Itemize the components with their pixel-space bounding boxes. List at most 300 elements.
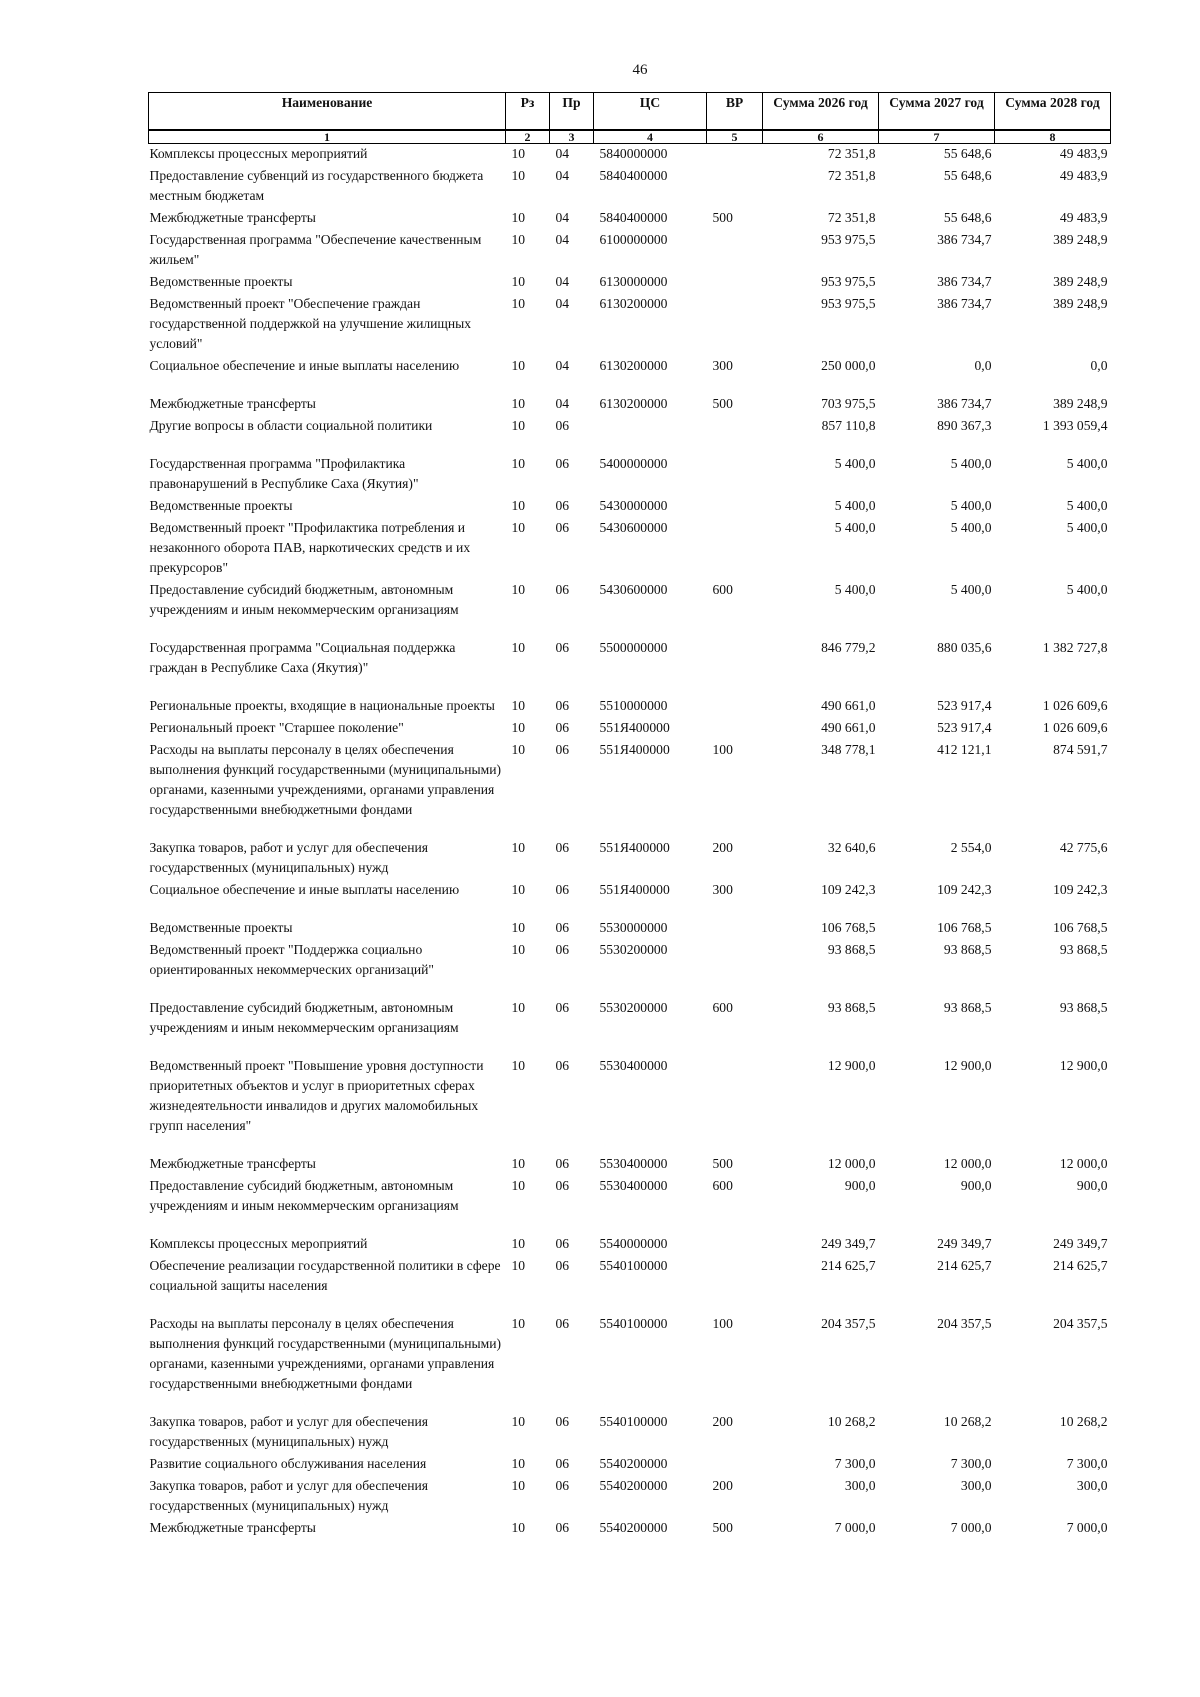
- row-pr: 04: [555, 232, 570, 247]
- row-rz: 10: [511, 1316, 526, 1331]
- table-row: [149, 638, 1111, 696]
- row-sum-2028: 1 026 609,6: [1042, 698, 1108, 713]
- table-row: [149, 998, 1111, 1056]
- row-sum-2027: 10 268,2: [943, 1414, 992, 1429]
- row-vr: [707, 272, 763, 294]
- row-sum-2026: 32 640,6: [827, 840, 876, 855]
- row-pr: 06: [555, 1478, 570, 1493]
- budget-table: [148, 92, 1111, 1540]
- row-vr: [707, 416, 763, 454]
- row-rz: 10: [511, 640, 526, 655]
- table-row: [149, 740, 1111, 838]
- table-row: [149, 1476, 1111, 1518]
- row-sum-2026: 12 000,0: [827, 1156, 876, 1171]
- row-sum-2027: 523 917,4: [937, 698, 992, 713]
- row-name: Предоставление субсидий бюджетным, автономным учреждениям и иным некоммерческим организациям: [149, 582, 459, 617]
- table-row: [149, 1518, 1111, 1540]
- row-rz: 10: [511, 520, 526, 535]
- row-sum-2028: 93 868,5: [1059, 1000, 1108, 1015]
- row-rz: 10: [511, 418, 526, 433]
- row-sum-2027: 523 917,4: [937, 720, 992, 735]
- row-vr: 600: [712, 582, 733, 597]
- row-name: Другие вопросы в области социальной политики: [149, 418, 433, 433]
- column-number: 2: [506, 130, 550, 144]
- row-name: Расходы на выплаты персоналу в целях обеспечения выполнения функций государственными (муниципальными) органами, казенными учреждениями, органами управления государственными внебюджетными фондами: [149, 1316, 502, 1391]
- row-cs: 5530200000: [599, 1000, 668, 1015]
- row-rz: 10: [511, 1456, 526, 1471]
- row-cs: 5540100000: [599, 1414, 668, 1429]
- row-sum-2026: 490 661,0: [821, 720, 876, 735]
- row-vr: [707, 166, 763, 208]
- table-row: [149, 416, 1111, 454]
- row-sum-2026: 953 975,5: [821, 296, 876, 311]
- row-cs: 551Я400000: [599, 720, 670, 735]
- row-rz: 10: [511, 168, 526, 183]
- row-rz: 10: [511, 1236, 526, 1251]
- table-row: [149, 230, 1111, 272]
- row-rz: 10: [511, 274, 526, 289]
- row-cs: 6100000000: [599, 232, 668, 247]
- row-sum-2028: 42 775,6: [1059, 840, 1108, 855]
- header-pr: Пр: [550, 93, 594, 131]
- row-sum-2026: 300,0: [844, 1478, 876, 1493]
- row-cs: 5840400000: [599, 168, 668, 183]
- row-vr: 500: [712, 210, 733, 225]
- row-vr: 300: [712, 358, 733, 373]
- row-vr: [707, 1056, 763, 1154]
- row-sum-2026: 900,0: [844, 1178, 876, 1193]
- row-pr: 06: [555, 1236, 570, 1251]
- row-sum-2026: 490 661,0: [821, 698, 876, 713]
- header-sum-2027: Сумма 2027 год: [879, 93, 995, 131]
- row-cs: 5840400000: [599, 210, 668, 225]
- row-pr: 06: [555, 742, 570, 757]
- row-cs: 5500000000: [599, 640, 668, 655]
- row-vr: 200: [712, 840, 733, 855]
- row-sum-2028: 1 382 727,8: [1042, 640, 1108, 655]
- table-row: [149, 1256, 1111, 1314]
- row-sum-2026: 93 868,5: [827, 1000, 876, 1015]
- table-row: [149, 208, 1111, 230]
- row-cs: 5510000000: [599, 698, 668, 713]
- row-vr: 500: [712, 1156, 733, 1171]
- header-sum-2028: Сумма 2028 год: [995, 93, 1111, 131]
- row-sum-2028: 389 248,9: [1053, 296, 1108, 311]
- row-pr: 04: [555, 296, 570, 311]
- row-sum-2026: 5 400,0: [834, 582, 876, 597]
- row-name: Межбюджетные трансферты: [149, 396, 316, 411]
- column-number: 5: [707, 130, 763, 144]
- column-number: 1: [149, 130, 506, 144]
- row-cs: 5540200000: [599, 1478, 668, 1493]
- row-cs: 5530400000: [599, 1178, 668, 1193]
- row-sum-2028: 214 625,7: [1053, 1258, 1108, 1273]
- table-row: [149, 454, 1111, 496]
- row-sum-2027: 386 734,7: [937, 296, 992, 311]
- row-vr: 500: [712, 1520, 733, 1535]
- row-sum-2027: 204 357,5: [937, 1316, 992, 1331]
- row-vr: [707, 1454, 763, 1476]
- row-pr: 06: [555, 942, 570, 957]
- row-cs: 6130200000: [599, 396, 668, 411]
- header-row: [149, 93, 1111, 131]
- row-name: Ведомственный проект "Поддержка социально ориентированных некоммерческих организаций": [149, 942, 434, 977]
- row-sum-2028: 7 000,0: [1066, 1520, 1108, 1535]
- row-sum-2026: 204 357,5: [821, 1316, 876, 1331]
- row-sum-2026: 109 242,3: [821, 882, 876, 897]
- row-pr: 04: [555, 168, 570, 183]
- row-sum-2028: 5 400,0: [1066, 520, 1108, 535]
- row-pr: 06: [555, 1414, 570, 1429]
- row-cs: 5530400000: [599, 1156, 668, 1171]
- row-sum-2026: 250 000,0: [821, 358, 876, 373]
- row-rz: 10: [511, 456, 526, 471]
- row-cs: 5430600000: [599, 520, 668, 535]
- row-sum-2026: 5 400,0: [834, 520, 876, 535]
- row-vr: [707, 696, 763, 718]
- row-name: Расходы на выплаты персоналу в целях обеспечения выполнения функций государственными (муниципальными) органами, казенными учреждениями, органами управления государственными внебюджетными фондами: [149, 742, 502, 817]
- row-pr: 06: [555, 1156, 570, 1171]
- row-sum-2027: 55 648,6: [943, 146, 992, 161]
- row-pr: 06: [555, 418, 570, 433]
- row-pr: 04: [555, 358, 570, 373]
- header-name: Наименование: [149, 93, 506, 131]
- row-sum-2027: 5 400,0: [950, 456, 992, 471]
- row-pr: 06: [555, 1520, 570, 1535]
- row-name: Межбюджетные трансферты: [149, 1520, 316, 1535]
- header-rz: Рз: [506, 93, 550, 131]
- column-number: 7: [879, 130, 995, 144]
- header-vr: ВР: [707, 93, 763, 131]
- row-cs: 5430000000: [599, 498, 668, 513]
- row-rz: 10: [511, 742, 526, 757]
- row-rz: 10: [511, 920, 526, 935]
- row-sum-2028: 7 300,0: [1066, 1456, 1108, 1471]
- row-sum-2026: 106 768,5: [821, 920, 876, 935]
- column-number-row: [149, 130, 1111, 144]
- row-rz: 10: [511, 146, 526, 161]
- table-row: [149, 718, 1111, 740]
- row-sum-2027: 93 868,5: [943, 1000, 992, 1015]
- row-vr: 200: [712, 1478, 733, 1493]
- row-rz: 10: [511, 1258, 526, 1273]
- row-sum-2028: 5 400,0: [1066, 582, 1108, 597]
- row-vr: [707, 230, 763, 272]
- row-sum-2027: 5 400,0: [950, 520, 992, 535]
- row-name: Ведомственные проекты: [149, 498, 293, 513]
- row-cs: 5540100000: [599, 1316, 668, 1331]
- row-rz: 10: [511, 882, 526, 897]
- row-cs: 5430600000: [599, 582, 668, 597]
- row-vr: [707, 1256, 763, 1314]
- row-vr: 500: [712, 396, 733, 411]
- row-pr: 04: [555, 146, 570, 161]
- row-cs: 5840000000: [599, 146, 668, 161]
- row-sum-2027: 386 734,7: [937, 274, 992, 289]
- row-sum-2026: 72 351,8: [827, 210, 876, 225]
- table-row: [149, 918, 1111, 940]
- row-sum-2027: 412 121,1: [937, 742, 992, 757]
- row-sum-2028: 106 768,5: [1053, 920, 1108, 935]
- row-name: Ведомственный проект "Профилактика потребления и незаконного оборота ПАВ, наркотических средств и их прекурсоров": [149, 520, 471, 575]
- row-sum-2027: 106 768,5: [937, 920, 992, 935]
- table-row: [149, 1154, 1111, 1176]
- row-pr: 06: [555, 1178, 570, 1193]
- row-cs: 5530200000: [599, 942, 668, 957]
- row-cs: 6130200000: [599, 296, 668, 311]
- row-sum-2028: 5 400,0: [1066, 456, 1108, 471]
- page-number: 46: [632, 62, 648, 78]
- row-sum-2027: 214 625,7: [937, 1258, 992, 1273]
- row-cs: 551Я400000: [599, 742, 670, 757]
- row-name: Региональный проект "Старшее поколение": [149, 720, 404, 735]
- row-name: Социальное обеспечение и иные выплаты населению: [149, 358, 460, 373]
- table-row: [149, 394, 1111, 416]
- row-sum-2027: 900,0: [960, 1178, 992, 1193]
- row-sum-2027: 386 734,7: [937, 232, 992, 247]
- table-row: [149, 294, 1111, 356]
- row-name: Комплексы процессных мероприятий: [149, 146, 368, 161]
- row-cs: 6130200000: [599, 358, 668, 373]
- row-sum-2027: 249 349,7: [937, 1236, 992, 1251]
- row-cs: 5530000000: [599, 920, 668, 935]
- row-vr: [707, 918, 763, 940]
- row-pr: 06: [555, 640, 570, 655]
- row-vr: 600: [712, 1178, 733, 1193]
- row-vr: 600: [712, 1000, 733, 1015]
- row-vr: [707, 496, 763, 518]
- row-vr: 200: [712, 1414, 733, 1429]
- row-sum-2028: 874 591,7: [1053, 742, 1108, 757]
- row-rz: 10: [511, 296, 526, 311]
- row-cs: 5540000000: [599, 1236, 668, 1251]
- row-sum-2028: 12 900,0: [1059, 1058, 1108, 1073]
- header-cs: ЦС: [594, 93, 707, 131]
- row-vr: [707, 294, 763, 356]
- row-sum-2026: 953 975,5: [821, 232, 876, 247]
- row-cs: 5400000000: [599, 456, 668, 471]
- row-sum-2028: 389 248,9: [1053, 274, 1108, 289]
- row-name: Ведомственный проект "Повышение уровня доступности приоритетных объектов и услуг в приоритетных сферах жизнедеятельности инвалидов и других маломобильных групп населения": [149, 1058, 484, 1133]
- row-sum-2027: 890 367,3: [937, 418, 992, 433]
- row-rz: 10: [511, 1520, 526, 1535]
- row-pr: 06: [555, 1456, 570, 1471]
- row-name: Межбюджетные трансферты: [149, 210, 316, 225]
- table-row: [149, 838, 1111, 880]
- row-name: Государственная программа "Обеспечение качественным жильем": [149, 232, 482, 267]
- table-row: [149, 696, 1111, 718]
- row-name: Социальное обеспечение и иные выплаты населению: [149, 882, 460, 897]
- row-rz: 10: [511, 232, 526, 247]
- row-sum-2027: 55 648,6: [943, 210, 992, 225]
- row-cs: 551Я400000: [599, 840, 670, 855]
- row-sum-2026: 10 268,2: [827, 1414, 876, 1429]
- row-vr: [707, 144, 763, 167]
- row-sum-2027: 5 400,0: [950, 498, 992, 513]
- row-pr: 06: [555, 1316, 570, 1331]
- row-sum-2027: 109 242,3: [937, 882, 992, 897]
- row-pr: 06: [555, 720, 570, 735]
- row-sum-2026: 846 779,2: [821, 640, 876, 655]
- table-row: [149, 580, 1111, 638]
- table-body: [149, 144, 1111, 1541]
- row-vr: [707, 1234, 763, 1256]
- table-row: [149, 272, 1111, 294]
- row-sum-2026: 857 110,8: [821, 418, 876, 433]
- table-row: [149, 1314, 1111, 1412]
- row-name: Развитие социального обслуживания населения: [149, 1456, 427, 1471]
- row-name: Закупка товаров, работ и услуг для обеспечения государственных (муниципальных) нужд: [149, 1478, 428, 1513]
- row-cs: [594, 416, 707, 454]
- row-rz: 10: [511, 840, 526, 855]
- row-sum-2027: 7 300,0: [950, 1456, 992, 1471]
- row-sum-2026: 72 351,8: [827, 168, 876, 183]
- row-vr: [707, 940, 763, 998]
- row-pr: 04: [555, 274, 570, 289]
- row-sum-2028: 389 248,9: [1053, 396, 1108, 411]
- row-name: Закупка товаров, работ и услуг для обеспечения государственных (муниципальных) нужд: [149, 840, 428, 875]
- row-rz: 10: [511, 358, 526, 373]
- row-sum-2028: 5 400,0: [1066, 498, 1108, 513]
- row-sum-2028: 1 026 609,6: [1042, 720, 1108, 735]
- row-sum-2027: 880 035,6: [937, 640, 992, 655]
- row-pr: 06: [555, 456, 570, 471]
- row-name: Государственная программа "Социальная поддержка граждан в Республике Саха (Якутия)": [149, 640, 456, 675]
- row-rz: 10: [511, 1478, 526, 1493]
- row-sum-2028: 49 483,9: [1059, 168, 1108, 183]
- row-sum-2028: 12 000,0: [1059, 1156, 1108, 1171]
- row-vr: 100: [712, 742, 733, 757]
- row-sum-2028: 300,0: [1076, 1478, 1108, 1493]
- row-sum-2027: 5 400,0: [950, 582, 992, 597]
- header-sum-2026: Сумма 2026 год: [763, 93, 879, 131]
- row-sum-2027: 0,0: [974, 358, 992, 373]
- column-number: 8: [995, 130, 1111, 144]
- row-pr: 04: [555, 210, 570, 225]
- row-pr: 06: [555, 920, 570, 935]
- row-sum-2027: 12 900,0: [943, 1058, 992, 1073]
- row-sum-2026: 72 351,8: [827, 146, 876, 161]
- row-sum-2026: 703 975,5: [821, 396, 876, 411]
- row-rz: 10: [511, 396, 526, 411]
- row-pr: 06: [555, 840, 570, 855]
- row-rz: 10: [511, 1156, 526, 1171]
- table-row: [149, 1454, 1111, 1476]
- row-sum-2028: 389 248,9: [1053, 232, 1108, 247]
- row-rz: 10: [511, 1178, 526, 1193]
- row-sum-2028: 109 242,3: [1053, 882, 1108, 897]
- row-sum-2028: 49 483,9: [1059, 210, 1108, 225]
- row-rz: 10: [511, 698, 526, 713]
- row-name: Ведомственные проекты: [149, 920, 293, 935]
- row-sum-2027: 12 000,0: [943, 1156, 992, 1171]
- row-sum-2026: 5 400,0: [834, 498, 876, 513]
- row-cs: 5540200000: [599, 1520, 668, 1535]
- row-pr: 04: [555, 396, 570, 411]
- row-name: Региональные проекты, входящие в национальные проекты: [149, 698, 495, 713]
- row-name: Государственная программа "Профилактика правонарушений в Республике Саха (Якутия)": [149, 456, 419, 491]
- row-rz: 10: [511, 210, 526, 225]
- row-sum-2027: 2 554,0: [950, 840, 992, 855]
- row-pr: 06: [555, 1058, 570, 1073]
- row-rz: 10: [511, 498, 526, 513]
- row-sum-2028: 1 393 059,4: [1042, 418, 1108, 433]
- row-name: Предоставление субвенций из государственного бюджета местным бюджетам: [149, 168, 484, 203]
- row-sum-2026: 7 300,0: [834, 1456, 876, 1471]
- row-name: Ведомственные проекты: [149, 274, 293, 289]
- row-name: Закупка товаров, работ и услуг для обеспечения государственных (муниципальных) нужд: [149, 1414, 428, 1449]
- column-number: 3: [550, 130, 594, 144]
- row-sum-2026: 12 900,0: [827, 1058, 876, 1073]
- table-row: [149, 166, 1111, 208]
- row-sum-2027: 386 734,7: [937, 396, 992, 411]
- row-sum-2026: 214 625,7: [821, 1258, 876, 1273]
- row-vr: 100: [712, 1316, 733, 1331]
- table-row: [149, 518, 1111, 580]
- table-row: [149, 940, 1111, 998]
- row-rz: 10: [511, 942, 526, 957]
- row-sum-2026: 93 868,5: [827, 942, 876, 957]
- row-pr: 06: [555, 1000, 570, 1015]
- row-rz: 10: [511, 582, 526, 597]
- row-pr: 06: [555, 498, 570, 513]
- row-sum-2026: 953 975,5: [821, 274, 876, 289]
- row-sum-2026: 348 778,1: [821, 742, 876, 757]
- row-cs: 5540100000: [599, 1258, 668, 1273]
- row-sum-2027: 300,0: [960, 1478, 992, 1493]
- row-vr: [707, 454, 763, 496]
- row-name: Предоставление субсидий бюджетным, автономным учреждениям и иным некоммерческим организациям: [149, 1178, 459, 1213]
- row-rz: 10: [511, 1058, 526, 1073]
- table-row: [149, 144, 1111, 167]
- row-cs: 5540200000: [599, 1456, 668, 1471]
- row-pr: 06: [555, 1258, 570, 1273]
- row-sum-2028: 204 357,5: [1053, 1316, 1108, 1331]
- row-vr: [707, 518, 763, 580]
- row-sum-2028: 900,0: [1076, 1178, 1108, 1193]
- row-pr: 06: [555, 582, 570, 597]
- table-row: [149, 1176, 1111, 1234]
- row-vr: 300: [712, 882, 733, 897]
- row-sum-2027: 93 868,5: [943, 942, 992, 957]
- row-sum-2028: 10 268,2: [1059, 1414, 1108, 1429]
- row-vr: [707, 638, 763, 696]
- row-sum-2028: 93 868,5: [1059, 942, 1108, 957]
- row-sum-2026: 5 400,0: [834, 456, 876, 471]
- row-pr: 06: [555, 882, 570, 897]
- row-name: Ведомственный проект "Обеспечение граждан государственной поддержкой на улучшение жилищных условий": [149, 296, 472, 351]
- row-cs: 5530400000: [599, 1058, 668, 1073]
- row-name: Межбюджетные трансферты: [149, 1156, 316, 1171]
- row-sum-2027: 7 000,0: [950, 1520, 992, 1535]
- row-vr: [707, 718, 763, 740]
- row-rz: 10: [511, 1000, 526, 1015]
- row-sum-2026: 7 000,0: [834, 1520, 876, 1535]
- column-number: 4: [594, 130, 707, 144]
- table-row: [149, 1412, 1111, 1454]
- row-sum-2026: 249 349,7: [821, 1236, 876, 1251]
- row-pr: 06: [555, 520, 570, 535]
- column-number: 6: [763, 130, 879, 144]
- row-rz: 10: [511, 1414, 526, 1429]
- row-sum-2028: 49 483,9: [1059, 146, 1108, 161]
- row-name: Обеспечение реализации государственной политики в сфере социальной защиты населения: [149, 1258, 501, 1293]
- table-row: [149, 880, 1111, 918]
- row-name: Комплексы процессных мероприятий: [149, 1236, 368, 1251]
- row-cs: 6130000000: [599, 274, 668, 289]
- table-row: [149, 496, 1111, 518]
- row-sum-2027: 55 648,6: [943, 168, 992, 183]
